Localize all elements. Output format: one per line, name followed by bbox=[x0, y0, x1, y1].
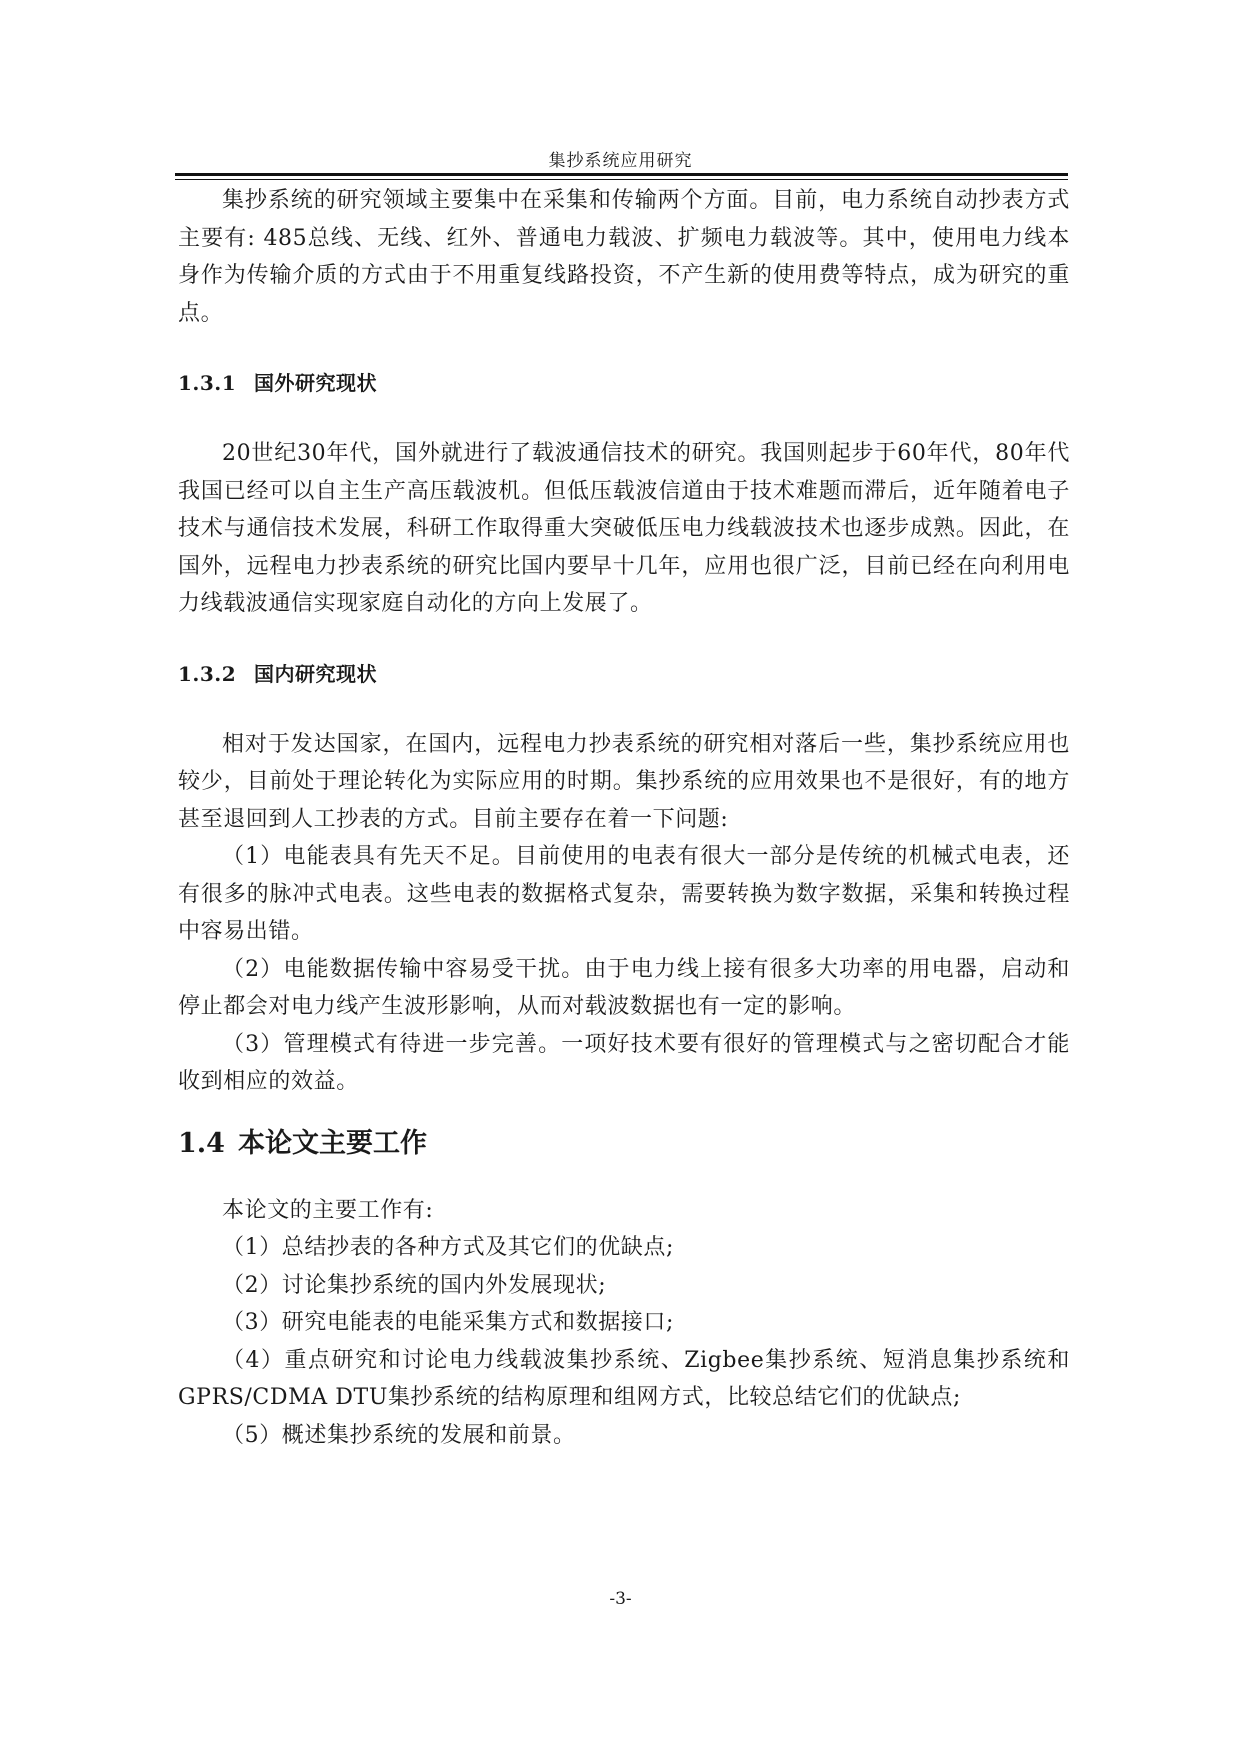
page-content bbox=[178, 182, 1070, 1454]
work-item: （1）总结抄表的各种方式及其它们的优缺点; bbox=[222, 1235, 675, 1260]
work-item: （2）讨论集抄系统的国内外发展现状; bbox=[222, 1272, 607, 1298]
work-item: （3）研究电能表的电能采集方式和数据接口; bbox=[222, 1310, 675, 1335]
section-number: 1.3.2 bbox=[178, 661, 237, 686]
foreign-research-paragraph: 20世纪30年代，国外就进行了载波通信技术的研究。我国则起步于60年代，80年代我国已经可以自主生产高压载波机。但低压载波信道由于技术难题而滞后，近年随着电子技术与通信技术发展，科研工作取得重大突破低压电力线载波技术也逐步成熟。因此，在国外，远程电力抄表系统的研究比国内要早十几年，应用也很广泛，目前已经在向利用电力线载波通信实现家庭自动化的方向上发展了。 bbox=[178, 441, 1070, 616]
section-heading-1-3-2 bbox=[178, 656, 1070, 693]
problem-item: （3）管理模式有待进一步完善。一项好技术要有很好的管理模式与之密切配合才能收到相应的效益。 bbox=[178, 1031, 1070, 1094]
section-heading-1-4 bbox=[178, 1123, 1070, 1165]
work-item: （4）重点研究和讨论电力线载波集抄系统、Zigbee集抄系统、短消息集抄系统和GPRS/CDMA DTU集抄系统的结构原理和组网方式，比较总结它们的优缺点; bbox=[178, 1347, 1070, 1410]
section-number: 1.3.1 bbox=[178, 371, 237, 395]
problem-item: （2）电能数据传输中容易受干扰。由于电力线上接有很多大功率的用电器，启动和停止都会对电力线产生波形影响，从而对载波数据也有一定的影响。 bbox=[178, 956, 1070, 1019]
work-item: （5）概述集抄系统的发展和前景。 bbox=[222, 1422, 576, 1448]
section-number: 1.4 bbox=[178, 1127, 225, 1159]
intro-paragraph: 集抄系统的研究领域主要集中在采集和传输两个方面。目前，电力系统自动抄表方式主要有: 485总线、无线、红外、普通电力载波、扩频电力载波等。其中，使用电力线本身作为传输介质的方式由于不用重复线路投资，不产生新的使用费等特点，成为研究的重点。 bbox=[178, 188, 1070, 326]
section-title: 国内研究现状 bbox=[254, 661, 377, 686]
problem-item: （1）电能表具有先天不足。目前使用的电表有很大一部分是传统的机械式电表，还有很多的脉冲式电表。这些电表的数据格式复杂，需要转换为数字数据，采集和转换过程中容易出错。 bbox=[178, 844, 1070, 944]
domestic-research-paragraph: 相对于发达国家，在国内，远程电力抄表系统的研究相对落后一些，集抄系统应用也较少，目前处于理论转化为实际应用的时期。集抄系统的应用效果也不是很好，有的地方甚至退回到人工抄表的方式。目前主要存在着一下问题: bbox=[178, 731, 1070, 832]
header-rule-thick bbox=[175, 173, 1068, 176]
section-title: 本论文主要工作 bbox=[238, 1127, 427, 1159]
header-rule-thin bbox=[175, 179, 1068, 180]
main-work-lead: 本论文的主要工作有: bbox=[222, 1197, 434, 1223]
running-header-title: 集抄系统应用研究 bbox=[548, 151, 693, 171]
section-heading-1-3-1 bbox=[178, 365, 1070, 402]
page-number: -3- bbox=[609, 1589, 632, 1609]
section-title: 国外研究现状 bbox=[254, 371, 377, 395]
